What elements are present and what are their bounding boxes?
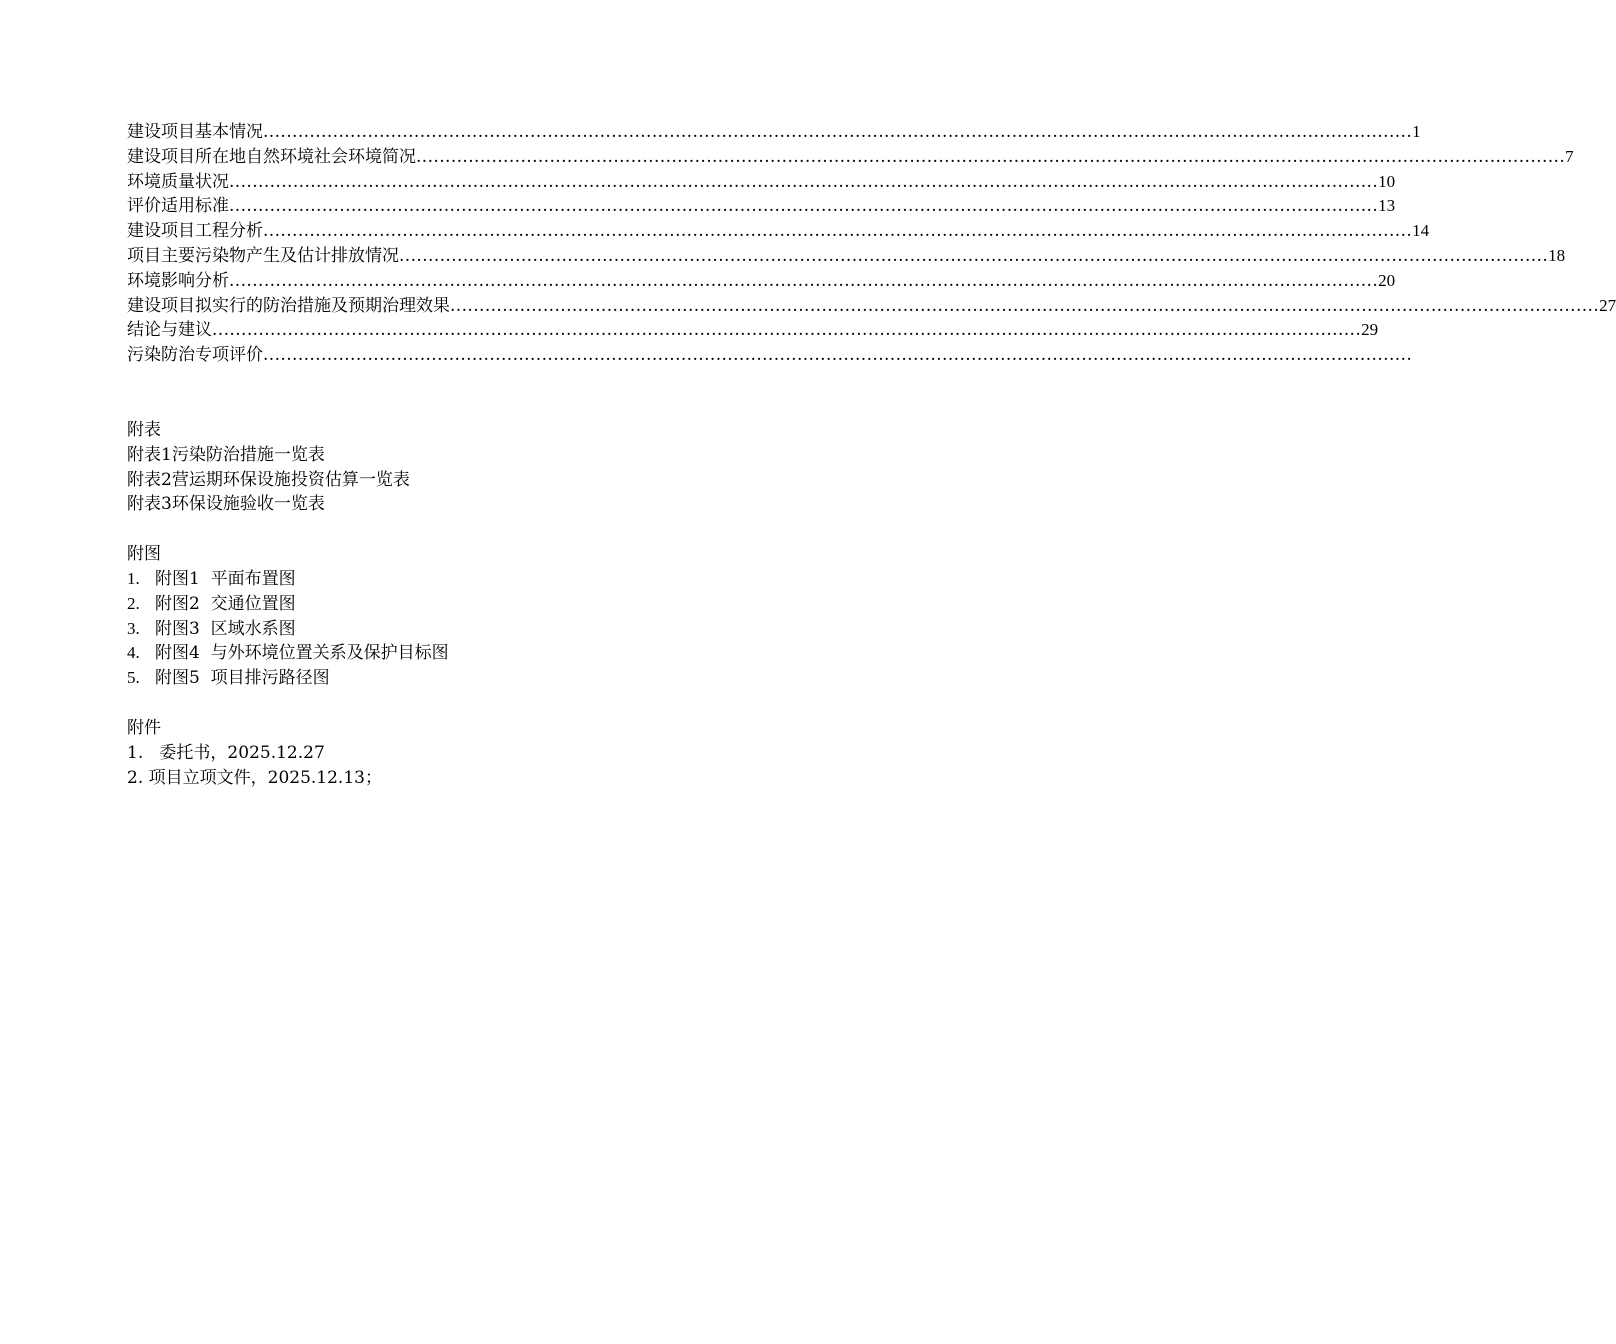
toc-leader-dots: ......................................................................................................................................................................................................: [229, 270, 1379, 291]
figure-item-number: 3.: [127, 618, 140, 638]
figure-item-text: 附图4 与外环境位置关系及保护目标图: [155, 643, 449, 664]
toc-entry[interactable]: [127, 145, 1574, 170]
figures-section: [127, 542, 830, 691]
document-page: [127, 120, 1616, 790]
toc-leader-dots: ......................................................................................................................................................................................................: [416, 146, 1566, 167]
toc-entry[interactable]: [127, 120, 1421, 145]
toc-leader-dots: ......................................................................................................................................................................................................: [263, 122, 1413, 142]
toc-leader-dots: ......................................................................................................................................................................................................: [229, 196, 1379, 217]
toc-entry-title: 建设项目所在地自然环境社会环境简况: [127, 146, 416, 167]
schedule-item: 附表3环保设施验收一览表: [127, 494, 325, 515]
figure-item-number: 2.: [127, 593, 140, 613]
toc-leader-dots: ......................................................................................................................................................................................................: [212, 320, 1362, 341]
toc-entry-title: 建设项目工程分析: [127, 221, 263, 242]
spacer: [127, 368, 830, 418]
figure-item-text: 附图2 交通位置图: [155, 593, 296, 614]
toc-entry-page: 14: [1412, 221, 1430, 241]
figure-item: [127, 641, 830, 666]
toc-entry-title: 污染防治专项评价: [127, 345, 263, 366]
toc-leader-dots: ......................................................................................................................................................................................................: [263, 221, 1413, 242]
toc-entry-page: 20: [1378, 270, 1396, 290]
toc-entry-page: 29: [1361, 320, 1379, 340]
schedule-item: 附表2营运期环保设施投资估算一览表: [127, 469, 410, 490]
attachment-item: 1. 委托书，2025.12.27: [127, 742, 325, 763]
toc-entry-page: 7: [1565, 146, 1574, 166]
figure-item-text: 附图3 区域水系图: [155, 618, 296, 639]
toc-entry-title: 环境质量状况: [127, 171, 229, 192]
schedules-section: [127, 418, 830, 517]
toc-leader-dots: ......................................................................................................................................................................................................: [229, 171, 1379, 192]
toc-leader-dots: ......................................................................................................................................................................................................: [399, 245, 1549, 266]
toc-entry-title: 建设项目拟实行的防治措施及预期治理效果: [127, 295, 450, 316]
toc-entry[interactable]: [127, 219, 1430, 244]
figures-heading: 附图: [127, 544, 161, 565]
figure-item-text: 附图5 项目排污路径图: [155, 668, 330, 689]
toc-entry-title: 评价适用标准: [127, 196, 229, 217]
figure-item: [127, 567, 830, 592]
figure-item-text: 附图1 平面布置图: [155, 568, 296, 589]
schedule-item: 附表1污染防治措施一览表: [127, 444, 325, 465]
toc-leader-dots: ......................................................................................................................................................................................................: [450, 295, 1600, 316]
toc-entry[interactable]: [127, 194, 1396, 219]
figure-item: [127, 617, 830, 642]
toc-entry[interactable]: [127, 244, 1566, 269]
figure-item: [127, 592, 830, 617]
toc-entry[interactable]: [127, 269, 1396, 294]
toc-entry[interactable]: [127, 318, 1379, 343]
table-of-contents: [127, 120, 1616, 368]
toc-entry[interactable]: [127, 294, 1616, 319]
toc-entry[interactable]: [127, 170, 1396, 195]
toc-leader-dots: ......................................................................................................................................................................................................: [263, 345, 1413, 366]
attachments-heading: 附件: [127, 717, 161, 738]
toc-entry-title: 项目主要污染物产生及估计排放情况: [127, 245, 399, 266]
figure-item-number: 1.: [127, 568, 140, 588]
toc-entry-page: 1: [1412, 122, 1421, 141]
toc-entry-page: 13: [1378, 196, 1396, 216]
schedules-heading: 附表: [127, 419, 161, 440]
toc-entry-page: 27: [1599, 295, 1616, 315]
spacer: [127, 691, 830, 716]
toc-entry-page: 10: [1378, 171, 1396, 191]
attachment-item: 2. 项目立项文件，2025.12.13；: [127, 767, 382, 788]
toc-entry-title: 建设项目基本情况: [127, 122, 263, 142]
figure-item-number: 4.: [127, 643, 140, 663]
figure-item-number: 5.: [127, 668, 140, 688]
toc-entry-page: 18: [1548, 245, 1566, 265]
spacer: [127, 517, 830, 542]
toc-entry-title: 结论与建议: [127, 320, 212, 341]
figure-item: [127, 666, 830, 691]
attachments-section: [127, 716, 830, 790]
toc-entry-title: 环境影响分析: [127, 270, 229, 291]
toc-entry[interactable]: [127, 343, 1413, 368]
